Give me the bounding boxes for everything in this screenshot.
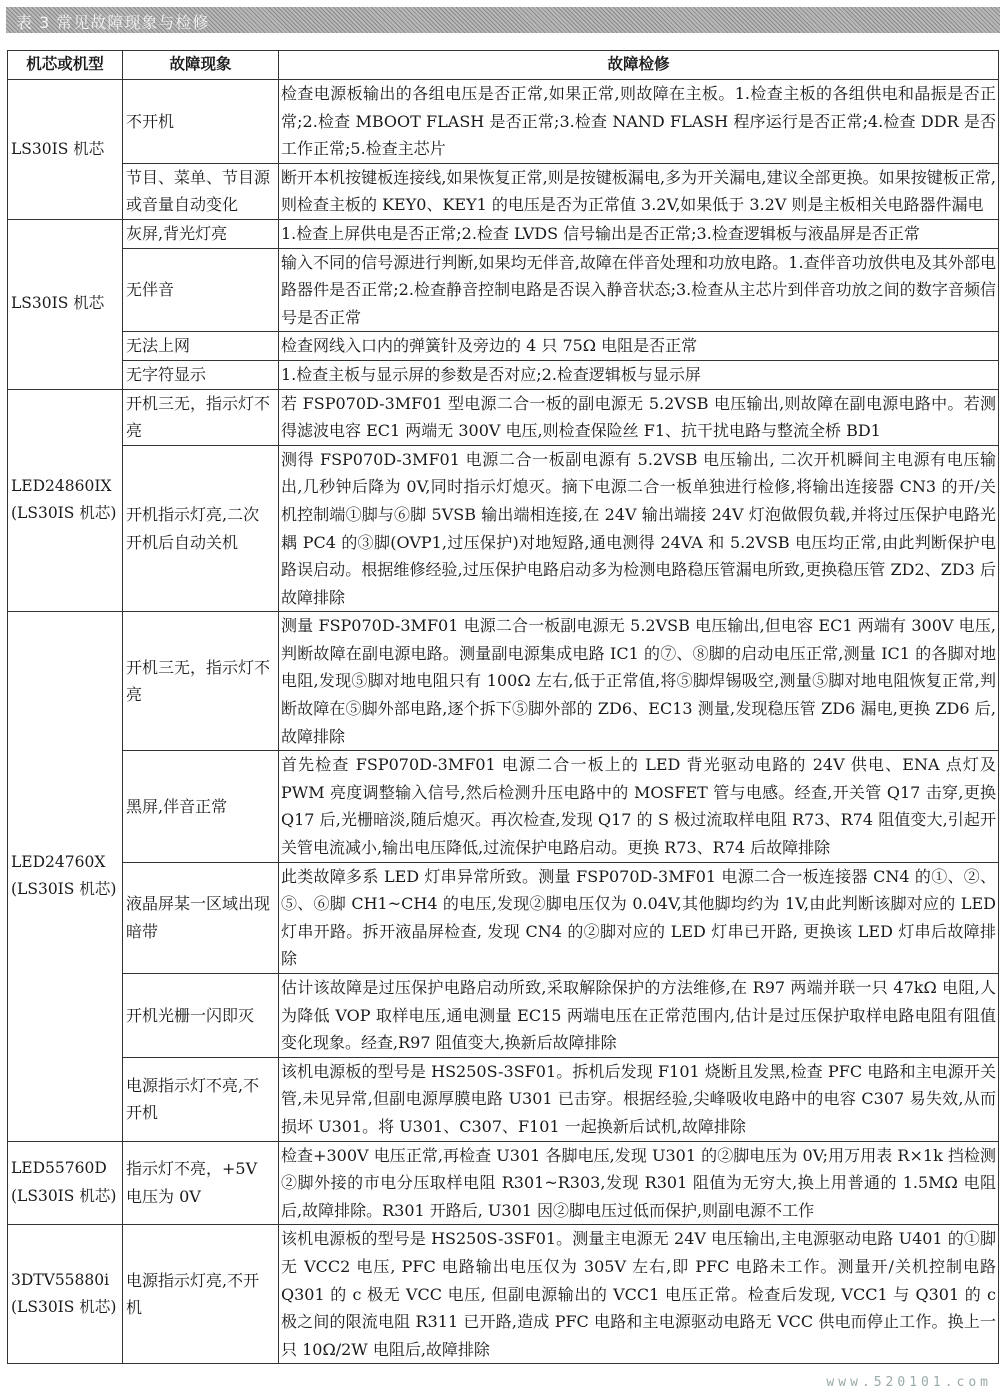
model-cell: LS30IS 机芯	[8, 219, 123, 389]
symptom-cell: 灰屏,背光灯亮	[123, 219, 279, 248]
table-row	[8, 862, 999, 973]
repair-cell: 1.检查上屏供电是否正常;2.检查 LVDS 信号输出是否正常;3.检查逻辑板与液晶屏是否正常	[279, 219, 999, 248]
symptom-cell: 开机三无，指示灯不亮	[123, 389, 279, 445]
symptom-cell: 无伴音	[123, 248, 279, 332]
repair-cell: 此类故障多系 LED 灯串异常所致。测量 FSP070D-3MF01 电源二合一板连接器 CN4 的①、②、⑤、⑥脚 CH1~CH4 的电压,发现②脚电压仅为 0.04V,其他脚均约为 1V,由此判断该脚对应的 LED 灯串开路。拆开液晶屏检查, 发现 CN4 的②脚对应的 LED 灯串已开路, 更换该 LED 灯串后故障排除	[279, 862, 999, 973]
model-cell: LED24860IX (LS30IS 机芯)	[8, 389, 123, 612]
repair-cell: 测量 FSP070D-3MF01 电源二合一板副电源无 5.2VSB 电压输出,但电容 EC1 两端有 300V 电压,判断故障在副电源电路。测量副电源集成电路 IC1 的⑦、⑧脚的启动电压正常,测量 IC1 的各脚对地电阻,发现⑤脚对地电阻只有 100Ω 左右,低于正常值,将⑤脚焊锡吸空,测量⑤脚对地电阻恢复正常,判断故障在⑤脚外部电路,逐个拆下⑤脚外部的 ZD6、EC13 测量,发现稳压管 ZD6 漏电,更换 ZD6 后,故障排除	[279, 612, 999, 751]
model-cell: LED55760D (LS30IS 机芯)	[8, 1141, 123, 1225]
table-caption: 表 3 常见故障现象与检修	[16, 13, 210, 32]
symptom-cell: 不开机	[123, 80, 279, 164]
table-row	[8, 332, 999, 361]
table-caption-bar	[6, 7, 1000, 33]
header-symptom: 故障现象	[123, 51, 279, 80]
symptom-cell: 开机光栅一闪即灭	[123, 974, 279, 1058]
repair-cell: 断开本机按键板连接线,如果恢复正常,则是按键板漏电,多为开关漏电,建议全部更换。如果按键板正常,则检查主板的 KEY0、KEY1 的电压是否为正常值 3.2V,如果低于 3.2V 则是主板相关电路器件漏电	[279, 163, 999, 219]
table-row	[8, 1057, 999, 1141]
repair-cell: 输入不同的信号源进行判断,如果均无伴音,故障在伴音处理和功放电路。1.查伴音功放供电及其外部电路器件是否正常;2.检查静音控制电路是否误入静音状态;3.检查从主芯片到伴音功放之间的数字音频信号是否正常	[279, 248, 999, 332]
table-row	[8, 445, 999, 612]
repair-cell: 测得 FSP070D-3MF01 电源二合一板副电源有 5.2VSB 电压输出, 二次开机瞬间主电源有电压输出,几秒钟后降为 0V,同时指示灯熄灭。摘下电源二合一板单独进行检修,将输出连接器 CN3 的开/关机控制端①脚与⑥脚 5VSB 输出端相连接,在 24V 输出端接 24V 灯泡做假负载,并将过压保护电路光耦 PC4 的③脚(OVP1,过压保护)对地短路,通电测得 24VA 和 5.2VSB 电压均正常,由此判断保护电路误启动。根据维修经验,过压保护电路启动多为检测电路稳压管漏电所致,更换稳压管 ZD2、ZD3 后故障排除	[279, 445, 999, 612]
repair-cell: 估计该故障是过压保护电路启动所致,采取解除保护的方法维修,在 R97 两端并联一只 47kΩ 电阻,人为降低 VOP 取样电压,通电测量 EC15 两端电压在正常范围内,估计是过压保护取样电路电阻有阻值变化现象。经查,R97 阻值变大,换新后故障排除	[279, 974, 999, 1058]
table-row	[8, 612, 999, 751]
table-row	[8, 1225, 999, 1364]
symptom-cell: 电源指示灯亮,不开机	[123, 1225, 279, 1364]
table-row	[8, 360, 999, 389]
table-row	[8, 248, 999, 332]
symptom-cell: 黑屏,伴音正常	[123, 751, 279, 862]
repair-cell: 该机电源板的型号是 HS250S-3SF01。测量主电源无 24V 电压输出,主电源驱动电路 U401 的①脚无 VCC2 电压, PFC 电路输出电压仅为 305V 左右,即 PFC 电路未工作。测量开/关机控制电路 Q301 的 c 极无 VCC 电压, 但副电源输出的 VCC1 电压正常。检查后发现, VCC1 与 Q301 的 c 极之间的限流电阻 R311 已开路,造成 PFC 电路和主电源驱动电路无 VCC 供电而停止工作。换上一只 10Ω/2W 电阻后,故障排除	[279, 1225, 999, 1364]
repair-cell: 检查网线入口内的弹簧针及旁边的 4 只 75Ω 电阻是否正常	[279, 332, 999, 361]
symptom-cell: 电源指示灯不亮,不开机	[123, 1057, 279, 1141]
symptom-cell: 节目、菜单、节目源或音量自动变化	[123, 163, 279, 219]
repair-cell: 若 FSP070D-3MF01 型电源二合一板的副电源无 5.2VSB 电压输出,则故障在副电源电路中。若测得滤波电容 EC1 两端无 300V 电压,则检查保险丝 F1、抗干扰电路与整流全桥 BD1	[279, 389, 999, 445]
symptom-cell: 液晶屏某一区域出现暗带	[123, 862, 279, 973]
table-row	[8, 219, 999, 248]
header-row	[8, 51, 999, 80]
watermark-url: www.520101.com	[826, 1375, 992, 1390]
symptom-cell: 开机指示灯亮,二次开机后自动关机	[123, 445, 279, 612]
repair-cell: 检查电源板输出的各组电压是否正常,如果正常,则故障在主板。1.检查主板的各组供电和晶振是否正常;2.检查 MBOOT FLASH 是否正常;3.检查 NAND FLASH 程序运行是否正常;4.检查 DDR 是否工作正常;5.检查主芯片	[279, 80, 999, 164]
model-cell: LED24760X (LS30IS 机芯)	[8, 612, 123, 1141]
symptom-cell: 指示灯不亮，+5V 电压为 0V	[123, 1141, 279, 1225]
repair-cell: 该机电源板的型号是 HS250S-3SF01。拆机后发现 F101 烧断且发黑,检查 PFC 电路和主电源开关管,未见异常,但副电源厚膜电路 U301 已击穿。根据经验,尖峰吸收电路中的电容 C307 易失效,从而损坏 U301。将 U301、C307、F101 一起换新后试机,故障排除	[279, 1057, 999, 1141]
symptom-cell: 无法上网	[123, 332, 279, 361]
fault-repair-table	[7, 50, 999, 1364]
header-model: 机芯或机型	[8, 51, 123, 80]
table-row	[8, 751, 999, 862]
header-repair: 故障检修	[279, 51, 999, 80]
table-row	[8, 80, 999, 164]
symptom-cell: 无字符显示	[123, 360, 279, 389]
table-row	[8, 163, 999, 219]
table-row	[8, 389, 999, 445]
model-cell: 3DTV55880i (LS30IS 机芯)	[8, 1225, 123, 1364]
table-row	[8, 1141, 999, 1225]
repair-cell: 1.检查主板与显示屏的参数是否对应;2.检查逻辑板与显示屏	[279, 360, 999, 389]
repair-cell: 检查+300V 电压正常,再检查 U301 各脚电压,发现 U301 的②脚电压为 0V;用万用表 R×1k 挡检测②脚外接的市电分压取样电阻 R301~R303,发现 R301 阻值为无穷大,换上用普通的 1.5MΩ 电阻后,故障排除。R301 开路后, U301 因②脚电压过低而保护,则副电源不工作	[279, 1141, 999, 1225]
symptom-cell: 开机三无，指示灯不亮	[123, 612, 279, 751]
table-row	[8, 974, 999, 1058]
repair-cell: 首先检查 FSP070D-3MF01 电源二合一板上的 LED 背光驱动电路的 24V 供电、ENA 点灯及 PWM 亮度调整输入信号,然后检测升压电路中的 MOSFET 管与电感。经查,开关管 Q17 击穿,更换 Q17 后,光栅暗淡,随后熄灭。再次检查,发现 Q17 的 S 极过流取样电阻 R73、R74 阻值变大,引起开关管电流减小,输出电压降低,过流保护电路启动。更换 R73、R74 后故障排除	[279, 751, 999, 862]
model-cell: LS30IS 机芯	[8, 80, 123, 220]
